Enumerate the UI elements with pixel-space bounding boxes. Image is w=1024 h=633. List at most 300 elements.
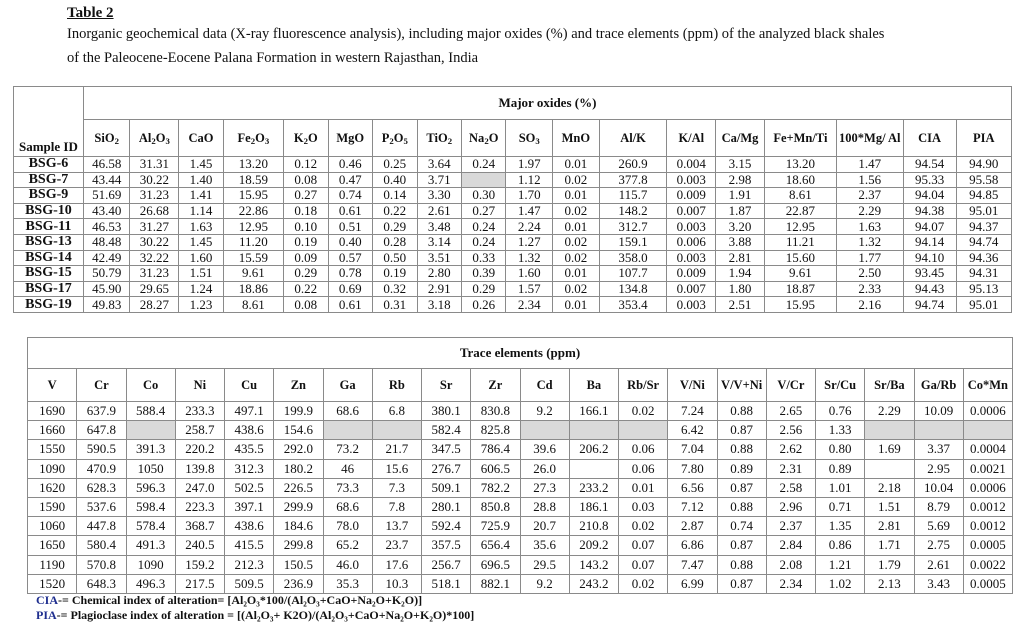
data-cell: 260.9 [599, 157, 667, 173]
data-cell: 48.48 [83, 234, 130, 250]
data-cell: 435.5 [225, 440, 274, 459]
data-cell: 0.29 [461, 281, 505, 297]
data-cell: 78.0 [323, 517, 372, 536]
column-header: Co [126, 369, 175, 402]
data-cell: 6.99 [668, 574, 717, 593]
data-cell: 0.10 [284, 219, 328, 235]
data-cell: 596.3 [126, 478, 175, 497]
data-cell: 0.61 [328, 203, 372, 219]
data-cell: 0.88 [717, 402, 766, 421]
data-cell: 65.2 [323, 536, 372, 555]
column-header: Ba [569, 369, 618, 402]
data-cell [865, 459, 914, 478]
data-cell: 782.2 [471, 478, 520, 497]
data-cell: 1.80 [716, 281, 765, 297]
data-cell: 850.8 [471, 497, 520, 516]
column-header: Sr/Cu [816, 369, 865, 402]
data-cell: 95.58 [956, 172, 1011, 188]
data-cell: 223.3 [175, 497, 224, 516]
sample-id-header-text: Sample ID [19, 139, 78, 154]
column-header: Sr [422, 369, 471, 402]
data-cell: 656.4 [471, 536, 520, 555]
data-cell: 30.22 [130, 234, 179, 250]
data-cell: 0.24 [461, 219, 505, 235]
data-cell: 0.01 [553, 297, 600, 313]
note-pia-text: -= Plagioclase index of alteration = [(Al₂O₃+ K2O)/(Al₂O₃+CaO+Na₂O+K₂O)*100] [56, 608, 475, 622]
trace-elements-table [27, 337, 1013, 594]
data-cell: 1.47 [836, 157, 903, 173]
table-row [14, 203, 1012, 219]
data-cell: 159.1 [599, 234, 667, 250]
data-cell: 580.4 [77, 536, 126, 555]
data-cell: 45.90 [83, 281, 130, 297]
data-cell: 592.4 [422, 517, 471, 536]
data-cell: 7.8 [372, 497, 421, 516]
table-row [14, 157, 1012, 173]
data-cell: 29.5 [520, 555, 569, 574]
data-cell: 1190 [28, 555, 77, 574]
empty-cell [461, 172, 505, 188]
data-cell: 1.41 [179, 188, 223, 204]
column-header: $P_2O_5$ [373, 120, 417, 157]
data-cell: 582.4 [422, 421, 471, 440]
data-cell: 3.64 [417, 157, 461, 173]
data-cell: 6.86 [668, 536, 717, 555]
data-cell: 226.5 [274, 478, 323, 497]
data-cell: 94.43 [903, 281, 956, 297]
data-cell: 0.004 [667, 157, 716, 173]
data-cell: 94.85 [956, 188, 1011, 204]
data-cell: 73.2 [323, 440, 372, 459]
data-cell: 1550 [28, 440, 77, 459]
data-cell: 0.74 [328, 188, 372, 204]
sample-id-cell: BSG-9 [14, 188, 84, 204]
data-cell: 28.27 [130, 297, 179, 313]
data-cell: 2.13 [865, 574, 914, 593]
table-row [28, 497, 1013, 516]
table-row [14, 281, 1012, 297]
data-cell: 2.37 [836, 188, 903, 204]
data-cell: 1650 [28, 536, 77, 555]
data-cell: 1660 [28, 421, 77, 440]
major-oxides-table [13, 86, 1012, 313]
data-cell: 357.5 [422, 536, 471, 555]
data-cell: 299.9 [274, 497, 323, 516]
column-header: Zn [274, 369, 323, 402]
data-cell: 11.20 [223, 234, 283, 250]
data-cell: 2.34 [506, 297, 553, 313]
data-cell: 312.7 [599, 219, 667, 235]
data-cell: 31.31 [130, 157, 179, 173]
data-cell: 2.29 [865, 402, 914, 421]
data-cell: 0.0006 [963, 478, 1012, 497]
data-cell: 13.20 [223, 157, 283, 173]
data-cell: 0.02 [619, 402, 668, 421]
data-cell: 15.95 [223, 188, 283, 204]
data-cell: 358.0 [599, 250, 667, 266]
data-cell: 0.89 [816, 459, 865, 478]
data-cell: 2.87 [668, 517, 717, 536]
data-cell: 0.61 [328, 297, 372, 313]
data-cell: 3.30 [417, 188, 461, 204]
data-cell: 0.88 [717, 555, 766, 574]
data-cell: 8.61 [223, 297, 283, 313]
sample-id-cell: BSG-19 [14, 297, 84, 313]
data-cell: 18.60 [764, 172, 836, 188]
data-cell: 50.79 [83, 266, 130, 282]
column-header: Cu [225, 369, 274, 402]
data-cell: 247.0 [175, 478, 224, 497]
column-header: TiO$_2$ [417, 120, 461, 157]
data-cell: 7.80 [668, 459, 717, 478]
data-cell: 94.10 [903, 250, 956, 266]
data-cell: 0.09 [284, 250, 328, 266]
data-cell: 233.2 [569, 478, 618, 497]
column-header: 100*Mg/ Al [836, 120, 903, 157]
column-header: K/Al [667, 120, 716, 157]
data-cell: 15.95 [764, 297, 836, 313]
data-cell: 13.20 [764, 157, 836, 173]
note-cia-abbr: CIA [36, 593, 59, 607]
data-cell: 1590 [28, 497, 77, 516]
data-cell: 2.81 [716, 250, 765, 266]
data-cell: 11.21 [764, 234, 836, 250]
data-cell: 0.0012 [963, 497, 1012, 516]
table-notes [36, 593, 474, 623]
data-cell: 292.0 [274, 440, 323, 459]
data-cell: 312.3 [225, 459, 274, 478]
column-header: V [28, 369, 77, 402]
data-cell: 1060 [28, 517, 77, 536]
data-cell: 2.65 [766, 402, 815, 421]
data-cell: 1.27 [506, 234, 553, 250]
data-cell: 882.1 [471, 574, 520, 593]
data-cell: 22.86 [223, 203, 283, 219]
data-cell: 1.51 [179, 266, 223, 282]
data-cell: 184.6 [274, 517, 323, 536]
data-cell: 1.51 [865, 497, 914, 516]
data-cell: 0.07 [619, 555, 668, 574]
data-cell: 648.3 [77, 574, 126, 593]
column-header: Cr [77, 369, 126, 402]
data-cell: 0.47 [328, 172, 372, 188]
data-cell: 391.3 [126, 440, 175, 459]
column-header: MgO [328, 120, 372, 157]
data-cell: 12.95 [764, 219, 836, 235]
table-row [14, 250, 1012, 266]
data-cell: 256.7 [422, 555, 471, 574]
column-header: Ca/Mg [716, 120, 765, 157]
table-row [28, 555, 1013, 574]
data-cell: 1620 [28, 478, 77, 497]
data-cell: 0.71 [816, 497, 865, 516]
data-cell: 628.3 [77, 478, 126, 497]
data-cell: 2.81 [865, 517, 914, 536]
data-cell: 0.02 [553, 172, 600, 188]
data-cell: 21.7 [372, 440, 421, 459]
data-cell: 1.24 [179, 281, 223, 297]
data-cell: 0.87 [717, 421, 766, 440]
data-cell: 107.7 [599, 266, 667, 282]
data-cell: 0.0005 [963, 536, 1012, 555]
data-cell: 2.84 [766, 536, 815, 555]
column-header: $Fe_2O_3$ [223, 120, 283, 157]
data-cell: 0.25 [373, 157, 417, 173]
sample-id-cell: BSG-14 [14, 250, 84, 266]
data-cell: 6.8 [372, 402, 421, 421]
data-cell: 68.6 [323, 497, 372, 516]
data-cell: 570.8 [77, 555, 126, 574]
column-header: Rb/Sr [619, 369, 668, 402]
data-cell: 1690 [28, 402, 77, 421]
table-row [28, 536, 1013, 555]
data-cell: 497.1 [225, 402, 274, 421]
data-cell: 509.5 [225, 574, 274, 593]
data-cell: 42.49 [83, 250, 130, 266]
data-cell: 0.27 [461, 203, 505, 219]
data-cell: 1.97 [506, 157, 553, 173]
trace-elements-group-header: Trace elements (ppm) [28, 338, 1013, 369]
data-cell: 2.62 [766, 440, 815, 459]
table-row [28, 402, 1013, 421]
column-header: PIA [956, 120, 1011, 157]
data-cell: 8.61 [764, 188, 836, 204]
data-cell: 537.6 [77, 497, 126, 516]
data-cell: 725.9 [471, 517, 520, 536]
sample-id-cell: BSG-13 [14, 234, 84, 250]
data-cell: 518.1 [422, 574, 471, 593]
data-cell: 1050 [126, 459, 175, 478]
column-header: $SO_3$ [506, 120, 553, 157]
data-cell: 470.9 [77, 459, 126, 478]
data-cell: 276.7 [422, 459, 471, 478]
data-cell: 0.69 [328, 281, 372, 297]
table-caption [67, 4, 1007, 70]
data-cell: 0.06 [619, 459, 668, 478]
table-row [28, 421, 1013, 440]
data-cell: 0.02 [619, 517, 668, 536]
empty-cell [323, 421, 372, 440]
column-header: Sr/Ba [865, 369, 914, 402]
data-cell: 39.6 [520, 440, 569, 459]
data-cell: 347.5 [422, 440, 471, 459]
data-cell: 825.8 [471, 421, 520, 440]
empty-cell [865, 421, 914, 440]
data-cell: 7.04 [668, 440, 717, 459]
data-cell: 68.6 [323, 402, 372, 421]
data-cell: 0.78 [328, 266, 372, 282]
data-cell: 606.5 [471, 459, 520, 478]
major-oxides-group-header: Major oxides (%) [83, 87, 1011, 120]
data-cell: 7.3 [372, 478, 421, 497]
data-cell: 0.14 [373, 188, 417, 204]
data-cell: 0.86 [816, 536, 865, 555]
data-cell: 30.22 [130, 172, 179, 188]
empty-cell [619, 421, 668, 440]
data-cell: 0.39 [461, 266, 505, 282]
table-row [28, 574, 1013, 593]
data-cell: 0.01 [553, 188, 600, 204]
data-cell: 0.33 [461, 250, 505, 266]
note-cia-text: -= Chemical index of alteration= [Al₂O₃*100/(Al₂O₃+CaO+Na₂O+K₂O)] [58, 593, 423, 607]
data-cell: 2.51 [716, 297, 765, 313]
data-cell: 23.7 [372, 536, 421, 555]
data-cell: 0.30 [461, 188, 505, 204]
data-cell: 154.6 [274, 421, 323, 440]
data-cell: 0.89 [717, 459, 766, 478]
data-cell: 22.87 [764, 203, 836, 219]
data-cell: 12.95 [223, 219, 283, 235]
table-label: Table 2 [67, 5, 114, 21]
data-cell: 18.59 [223, 172, 283, 188]
data-cell: 1090 [126, 555, 175, 574]
data-cell: 10.3 [372, 574, 421, 593]
data-cell: 46 [323, 459, 372, 478]
data-cell: 438.6 [225, 517, 274, 536]
data-cell: 0.26 [461, 297, 505, 313]
data-cell: 18.87 [764, 281, 836, 297]
data-cell: 0.19 [373, 266, 417, 282]
data-cell: 5.69 [914, 517, 963, 536]
data-cell: 598.4 [126, 497, 175, 516]
data-cell: 94.74 [903, 297, 956, 313]
data-cell: 3.18 [417, 297, 461, 313]
data-cell: 2.91 [417, 281, 461, 297]
empty-cell [914, 421, 963, 440]
data-cell: 94.74 [956, 234, 1011, 250]
data-cell: 0.0012 [963, 517, 1012, 536]
data-cell: 199.9 [274, 402, 323, 421]
data-cell: 139.8 [175, 459, 224, 478]
data-cell: 0.19 [284, 234, 328, 250]
data-cell: 502.5 [225, 478, 274, 497]
data-cell: 0.006 [667, 234, 716, 250]
data-cell: 93.45 [903, 266, 956, 282]
data-cell: 1.32 [836, 234, 903, 250]
data-cell: 1.77 [836, 250, 903, 266]
data-cell: 2.16 [836, 297, 903, 313]
data-cell: 0.18 [284, 203, 328, 219]
data-cell: 2.24 [506, 219, 553, 235]
data-cell: 0.02 [553, 234, 600, 250]
data-cell: 6.56 [668, 478, 717, 497]
data-cell: 588.4 [126, 402, 175, 421]
table-row [14, 188, 1012, 204]
data-cell: 2.34 [766, 574, 815, 593]
data-cell: 9.61 [223, 266, 283, 282]
data-cell: 438.6 [225, 421, 274, 440]
table-row [28, 478, 1013, 497]
data-cell: 95.01 [956, 297, 1011, 313]
data-cell: 1.21 [816, 555, 865, 574]
data-cell: 94.38 [903, 203, 956, 219]
data-cell: 3.43 [914, 574, 963, 593]
data-cell: 2.31 [766, 459, 815, 478]
data-cell: 1.02 [816, 574, 865, 593]
data-cell: 0.24 [461, 157, 505, 173]
data-cell: 1.63 [179, 219, 223, 235]
data-cell: 3.71 [417, 172, 461, 188]
data-cell: 233.3 [175, 402, 224, 421]
data-cell: 3.15 [716, 157, 765, 173]
data-cell: 2.61 [417, 203, 461, 219]
data-cell: 7.47 [668, 555, 717, 574]
data-cell: 94.14 [903, 234, 956, 250]
data-cell: 2.37 [766, 517, 815, 536]
data-cell: 0.003 [667, 172, 716, 188]
data-cell: 6.42 [668, 421, 717, 440]
table-row [14, 234, 1012, 250]
data-cell: 0.74 [717, 517, 766, 536]
data-cell: 95.13 [956, 281, 1011, 297]
table-row [28, 517, 1013, 536]
data-cell: 2.08 [766, 555, 815, 574]
data-cell: 1.56 [836, 172, 903, 188]
data-cell: 415.5 [225, 536, 274, 555]
data-cell: 0.01 [553, 157, 600, 173]
data-cell: 1.94 [716, 266, 765, 282]
data-cell: 1520 [28, 574, 77, 593]
data-cell: 1.35 [816, 517, 865, 536]
data-cell: 299.8 [274, 536, 323, 555]
data-cell: 8.79 [914, 497, 963, 516]
column-header: Fe+Mn/Ti [764, 120, 836, 157]
data-cell: 31.23 [130, 266, 179, 282]
data-cell: 0.57 [328, 250, 372, 266]
data-cell: 0.27 [284, 188, 328, 204]
data-cell: 0.02 [553, 203, 600, 219]
data-cell: 29.65 [130, 281, 179, 297]
data-cell: 0.22 [373, 203, 417, 219]
data-cell: 0.01 [619, 478, 668, 497]
data-cell: 2.58 [766, 478, 815, 497]
data-cell: 0.01 [553, 219, 600, 235]
data-cell: 32.22 [130, 250, 179, 266]
column-header: SiO$_2$ [83, 120, 130, 157]
data-cell: 0.76 [816, 402, 865, 421]
data-cell: 1.40 [179, 172, 223, 188]
data-cell: 148.2 [599, 203, 667, 219]
data-cell: 134.8 [599, 281, 667, 297]
sample-id-header [14, 87, 84, 157]
data-cell: 0.87 [717, 574, 766, 593]
column-header: $Al_2O_3$ [130, 120, 179, 157]
data-cell: 51.69 [83, 188, 130, 204]
data-cell: 35.6 [520, 536, 569, 555]
data-cell: 2.56 [766, 421, 815, 440]
column-header: Al/K [599, 120, 667, 157]
column-header: Co*Mn [963, 369, 1012, 402]
data-cell: 1.91 [716, 188, 765, 204]
data-cell: 94.31 [956, 266, 1011, 282]
data-cell: 2.95 [914, 459, 963, 478]
data-cell: 0.51 [328, 219, 372, 235]
data-cell: 2.75 [914, 536, 963, 555]
data-cell: 647.8 [77, 421, 126, 440]
data-cell: 15.60 [764, 250, 836, 266]
data-cell: 509.1 [422, 478, 471, 497]
data-cell: 31.23 [130, 188, 179, 204]
data-cell: 0.07 [619, 536, 668, 555]
data-cell: 9.61 [764, 266, 836, 282]
data-cell: 1.01 [816, 478, 865, 497]
column-header: Ga/Rb [914, 369, 963, 402]
data-cell: 150.5 [274, 555, 323, 574]
data-cell: 1.69 [865, 440, 914, 459]
data-cell: 2.80 [417, 266, 461, 282]
data-cell: 0.31 [373, 297, 417, 313]
data-cell: 94.36 [956, 250, 1011, 266]
